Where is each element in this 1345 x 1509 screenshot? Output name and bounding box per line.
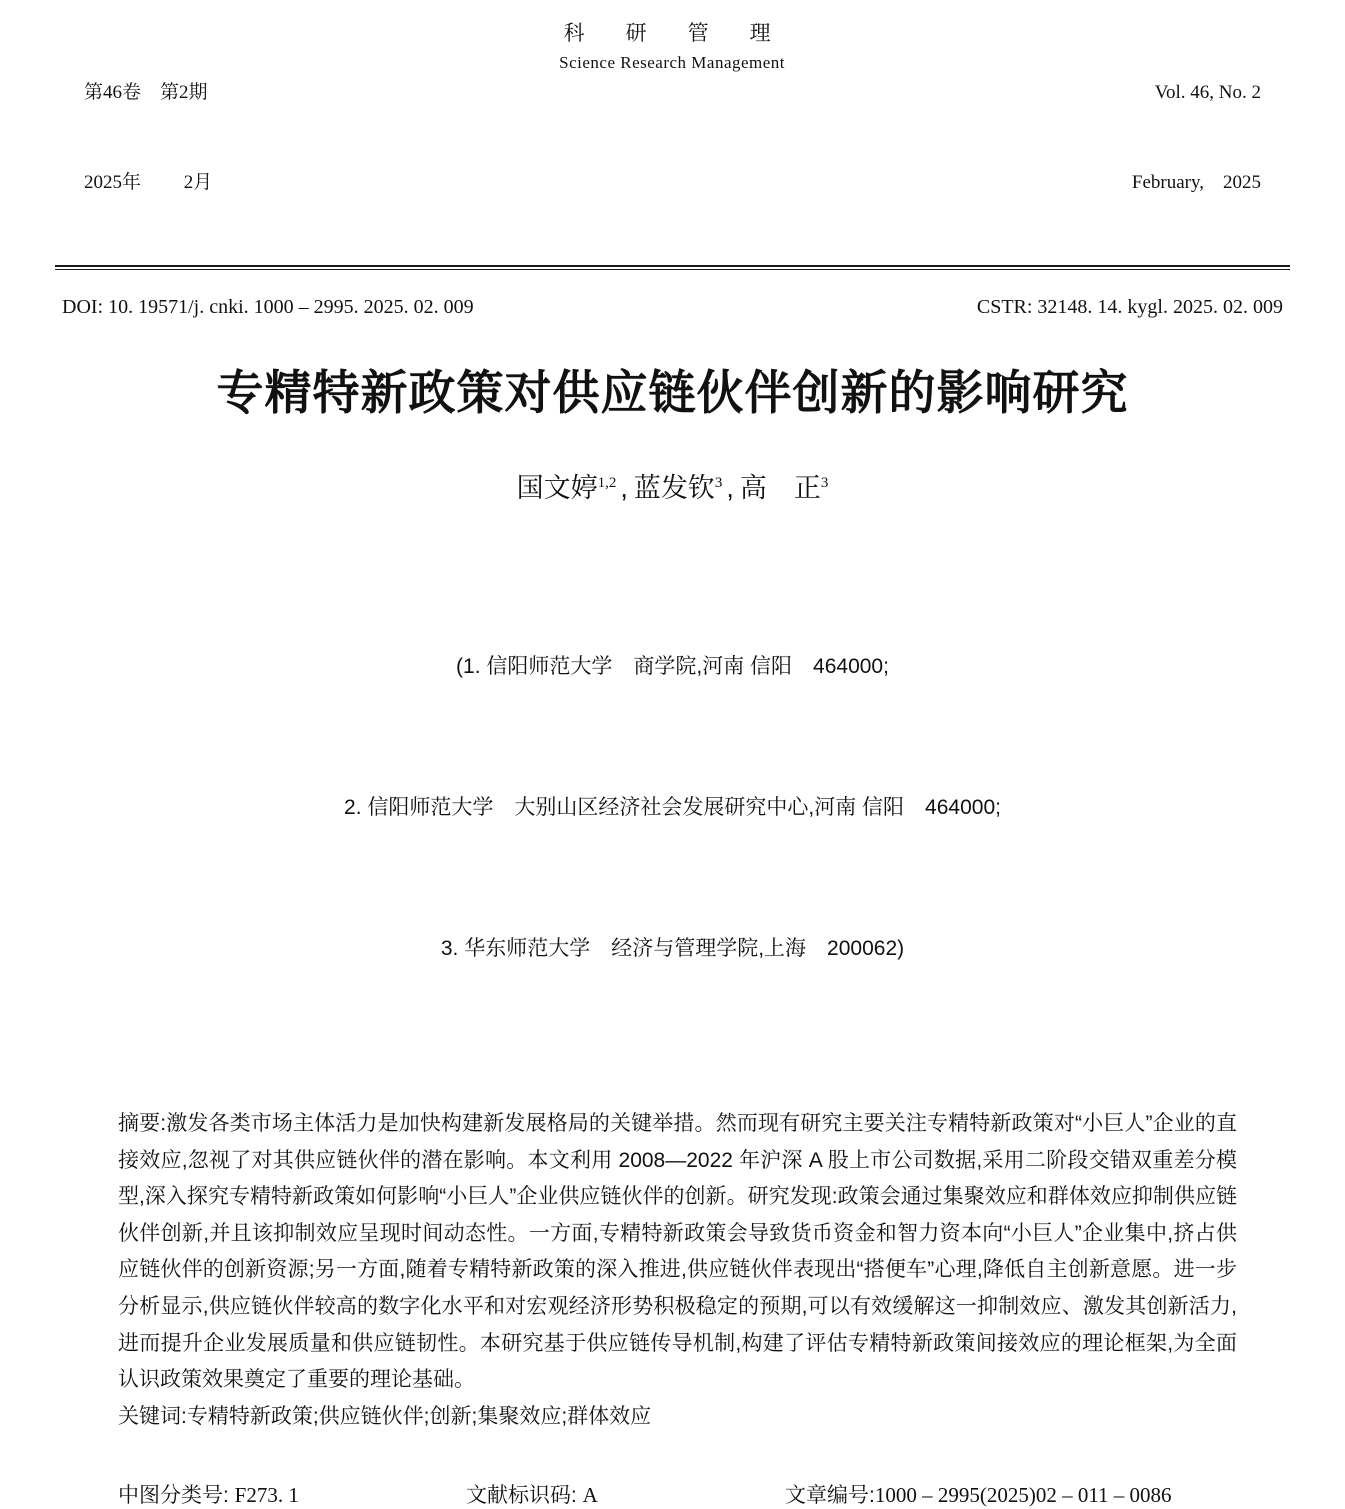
- affiliation-line: (1. 信阳师范大学 商学院,河南 信阳 464000;: [456, 655, 889, 678]
- cstr-text: CSTR: 32148. 14. kygl. 2025. 02. 009: [976, 296, 1283, 318]
- abstract: [118, 1106, 1237, 1399]
- keywords-text: 专精特新政策;供应链伙伴;创新;集聚效应;群体效应: [186, 1404, 652, 1428]
- author-affiliation-sup: 3: [714, 475, 723, 491]
- doi-text: DOI: 10. 19571/j. cnki. 1000 – 2995. 2025. 02. 009: [62, 296, 474, 318]
- abstract-text: 激发各类市场主体活力是加快构建新发展格局的关键举措。然而现有研究主要关注专精特新政策对“小巨人”企业的直接效应,忽视了对其供应链伙伴的潜在影响。本文利用 2008—2022 年沪深 A 股上市公司数据,采用二阶段交错双重差分模型,深入探究专精特新政策如何影响“小巨人”企业供应链伙伴的创新。研究发现:政策会通过集聚效应和群体效应抑制供应链伙伴创新,并且该抑制效应呈现时间动态性。一方面,专精特新政策会导致货币资金和智力资本向“小巨人”企业集中,挤占供应链伙伴的创新资源;另一方面,随着专精特新政策的深入推进,供应链伙伴表现出“搭便车”心理,降低自主创新意愿。进一步分析显示,供应链伙伴较高的数字化水平和对宏观经济形势积极稳定的预期,可以有效缓解这一抑制效应、激发其创新活力,进而提升企业发展质量和供应链韧性。本研究基于供应链传导机制,构建了评估专精特新政策间接效应的理论框架,为全面认识政策效果奠定了重要的理论基础。: [118, 1112, 1237, 1392]
- author-separator: ,: [726, 473, 734, 503]
- document-code: [466, 1479, 785, 1509]
- date-en: February, 2025: [1131, 172, 1261, 193]
- keywords-label: 关键词:: [118, 1404, 187, 1428]
- document-code-value: A: [582, 1483, 598, 1508]
- authors-line: [0, 471, 1345, 505]
- clc-label: 中图分类号:: [118, 1484, 235, 1508]
- volume-issue-en: Vol. 46, No. 2: [1154, 82, 1261, 103]
- author-affiliation-sup: 3: [820, 475, 829, 491]
- journal-header: [0, 0, 1345, 258]
- date-zh: 2025年 2月: [84, 172, 213, 193]
- author-affiliation-sup: 1,2: [597, 475, 617, 491]
- clc-value: F273. 1: [234, 1483, 299, 1508]
- header-volume-info: [1132, 18, 1261, 258]
- header-divider: [55, 265, 1290, 270]
- abstract-label: 摘要:: [118, 1112, 167, 1135]
- keywords: [118, 1399, 1237, 1436]
- article-number-label: 文章编号:: [785, 1484, 875, 1508]
- affiliation-line: 3. 华东师范大学 经济与管理学院,上海 200062): [440, 937, 905, 960]
- journal-name-zh: 科 研 管 理: [563, 21, 781, 45]
- author-name: 蓝发钦: [633, 473, 715, 503]
- header-issue-info: [84, 18, 212, 258]
- volume-issue-zh: 第46卷 第2期: [84, 82, 208, 103]
- journal-name-en: Science Research Management: [559, 53, 786, 72]
- affiliations-block: [0, 549, 1345, 1066]
- article-title: 专精特新政策对供应链伙伴创新的影响研究: [216, 366, 1129, 419]
- affiliation-line: 2. 信阳师范大学 大别山区经济社会发展研究中心,河南 信阳 464000;: [344, 796, 1001, 819]
- article-number-value: 1000 – 2995(2025)02 – 011 – 0086: [874, 1483, 1172, 1508]
- identifier-row: [62, 296, 1283, 319]
- author-name: 国文婷: [516, 473, 598, 503]
- journal-name-block: [559, 18, 785, 78]
- document-code-label: 文献标识码:: [466, 1484, 583, 1508]
- author-separator: ,: [620, 473, 628, 503]
- author-name: 高 正: [739, 473, 821, 503]
- article-number: [785, 1479, 1225, 1509]
- classification-row: [118, 1479, 1225, 1509]
- clc-number: [118, 1479, 466, 1509]
